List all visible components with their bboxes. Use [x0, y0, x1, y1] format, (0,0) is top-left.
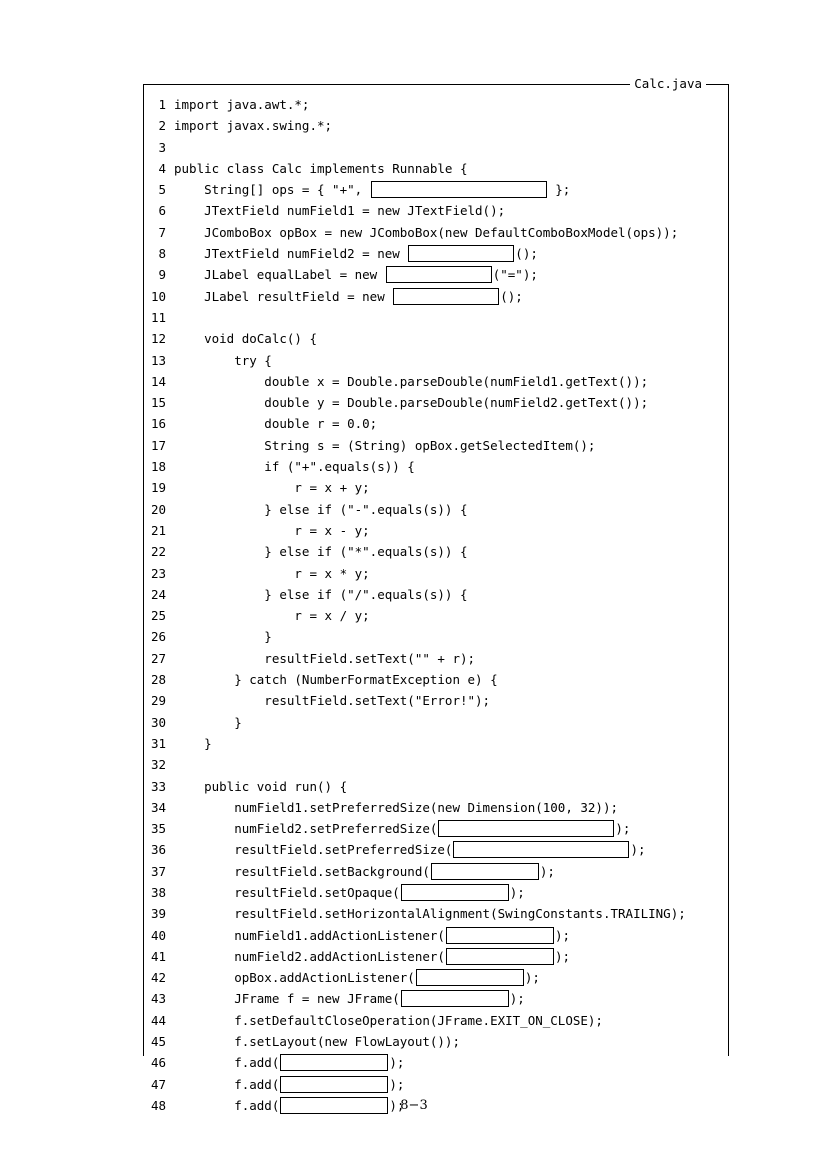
- line-number: 34: [150, 799, 166, 815]
- code-text: [174, 1074, 404, 1095]
- code-line: [146, 541, 726, 562]
- code-segment: }: [174, 735, 212, 751]
- line-number: 3: [158, 139, 166, 155]
- code-segment: JFrame f = new JFrame(: [174, 991, 400, 1007]
- code-text: [174, 1031, 460, 1052]
- code-segment: );: [389, 1055, 405, 1071]
- code-text: [174, 456, 415, 477]
- answer-blank-box[interactable]: [431, 863, 539, 880]
- code-segment: );: [554, 927, 570, 943]
- code-text: [174, 158, 468, 179]
- line-number: 5: [158, 182, 166, 198]
- code-text: [174, 712, 242, 733]
- code-text: [174, 541, 468, 562]
- answer-blank-box[interactable]: [446, 948, 554, 965]
- line-number: 13: [150, 352, 166, 368]
- code-line: [146, 946, 726, 967]
- code-segment: resultField.setBackground(: [174, 863, 430, 879]
- code-text: [174, 818, 630, 839]
- code-text: [174, 925, 570, 946]
- code-segment: double x = Double.parseDouble(numField1.getText());: [174, 373, 649, 389]
- code-text: [174, 605, 370, 626]
- code-segment: public class Calc implements Runnable {: [174, 160, 468, 176]
- code-text: [174, 435, 595, 456]
- line-number: 40: [150, 927, 166, 943]
- answer-blank-box[interactable]: [416, 969, 524, 986]
- code-segment: r = x * y;: [174, 565, 370, 581]
- code-line: [146, 520, 726, 541]
- line-number: 28: [150, 672, 166, 688]
- line-number: 46: [150, 1055, 166, 1071]
- code-line: [146, 754, 726, 775]
- code-segment: } catch (NumberFormatException e) {: [174, 672, 498, 688]
- code-line: [146, 286, 726, 307]
- code-segment: resultField.setPreferredSize(: [174, 842, 453, 858]
- code-line: [146, 925, 726, 946]
- code-text: [174, 1010, 603, 1031]
- code-segment: String s = (String) opBox.getSelectedItem();: [174, 437, 596, 453]
- code-line: [146, 264, 726, 285]
- code-segment: );: [539, 863, 555, 879]
- line-number: 32: [150, 757, 166, 773]
- code-segment: import java.awt.*;: [174, 97, 310, 112]
- code-line: [146, 435, 726, 456]
- code-segment: numField1.setPreferredSize(new Dimension(100, 32));: [174, 799, 619, 815]
- code-segment: } else if ("/".equals(s)) {: [174, 586, 468, 602]
- code-line: [146, 882, 726, 903]
- code-segment: r = x / y;: [174, 608, 370, 624]
- code-segment: };: [547, 182, 571, 198]
- code-text: [174, 200, 505, 221]
- code-line: [146, 456, 726, 477]
- code-text: [174, 115, 332, 136]
- code-segment: f.setDefaultCloseOperation(JFrame.EXIT_ON_CLOSE);: [174, 1012, 603, 1028]
- code-text: [174, 222, 678, 243]
- code-text: [174, 988, 525, 1009]
- code-line: [146, 413, 726, 434]
- line-number: 8: [158, 246, 166, 262]
- line-number: 22: [150, 544, 166, 560]
- code-text: [174, 477, 370, 498]
- code-line: [146, 584, 726, 605]
- code-segment: resultField.setText("Error!");: [174, 693, 491, 709]
- code-text: [174, 776, 347, 797]
- code-text: [174, 413, 377, 434]
- line-number: 18: [150, 459, 166, 475]
- code-line: [146, 158, 726, 179]
- code-line: [146, 903, 726, 924]
- line-number: 14: [150, 373, 166, 389]
- code-segment: numField1.addActionListener(: [174, 927, 445, 943]
- code-segment: r = x + y;: [174, 480, 370, 496]
- answer-blank-box[interactable]: [453, 841, 629, 858]
- code-line: [146, 179, 726, 200]
- code-segment: resultField.setHorizontalAlignment(SwingConstants.TRAILING);: [174, 906, 686, 922]
- code-text: [174, 669, 498, 690]
- code-text: [174, 179, 570, 200]
- answer-blank-box[interactable]: [280, 1054, 388, 1071]
- page-number: 8−3: [400, 1098, 428, 1113]
- code-line: [146, 499, 726, 520]
- code-segment: );: [509, 991, 525, 1007]
- code-text: [174, 392, 648, 413]
- code-line: [146, 477, 726, 498]
- line-number: 21: [150, 522, 166, 538]
- answer-blank-box[interactable]: [438, 820, 614, 837]
- code-segment: } else if ("*".equals(s)) {: [174, 544, 468, 560]
- code-line: [146, 350, 726, 371]
- code-text: [174, 733, 212, 754]
- line-number: 26: [150, 629, 166, 645]
- code-text: [174, 286, 523, 307]
- code-text: [174, 563, 370, 584]
- line-number: 41: [150, 948, 166, 964]
- code-segment: );: [630, 842, 646, 858]
- code-line: [146, 222, 726, 243]
- answer-blank-box[interactable]: [401, 884, 509, 901]
- code-segment: JLabel resultField = new: [174, 288, 393, 304]
- line-number: 4: [158, 160, 166, 176]
- code-segment: f.setLayout(new FlowLayout());: [174, 1034, 460, 1050]
- code-text: [174, 903, 686, 924]
- answer-blank-box[interactable]: [401, 990, 509, 1007]
- line-number: 20: [150, 501, 166, 517]
- code-line: [146, 1010, 726, 1031]
- code-line: [146, 371, 726, 392]
- code-text: [174, 520, 370, 541]
- line-number: 33: [150, 778, 166, 794]
- code-text: [174, 584, 468, 605]
- code-line: [146, 1074, 726, 1095]
- code-line: [146, 243, 726, 264]
- code-line: [146, 137, 726, 158]
- code-segment: f.add(: [174, 1055, 280, 1071]
- code-text: [174, 946, 570, 967]
- code-text: [174, 350, 272, 371]
- code-text: [174, 882, 525, 903]
- line-number: 44: [150, 1012, 166, 1028]
- code-line: [146, 776, 726, 797]
- line-number: 39: [150, 906, 166, 922]
- code-segment: JTextField numField2 = new: [174, 246, 408, 262]
- code-segment: public void run() {: [174, 778, 348, 794]
- line-number: 31: [150, 735, 166, 751]
- code-segment: opBox.addActionListener(: [174, 970, 415, 986]
- code-text: [174, 1052, 404, 1073]
- code-segment: import javax.swing.*;: [174, 118, 333, 134]
- code-line: [146, 1052, 726, 1073]
- line-number: 6: [158, 203, 166, 219]
- code-line: [146, 200, 726, 221]
- code-line: [146, 712, 726, 733]
- code-text: [174, 839, 646, 860]
- code-line: [146, 733, 726, 754]
- code-line: [146, 669, 726, 690]
- code-segment: double y = Double.parseDouble(numField2.getText());: [174, 395, 649, 411]
- code-segment: );: [615, 821, 631, 837]
- line-number: 42: [150, 970, 166, 986]
- code-text: [174, 967, 540, 988]
- line-number: 12: [150, 331, 166, 347]
- code-line: [146, 988, 726, 1009]
- line-number: 19: [150, 480, 166, 496]
- code-listing: [146, 94, 726, 1116]
- line-number: 25: [150, 608, 166, 624]
- code-segment: resultField.setOpaque(: [174, 884, 400, 900]
- code-line: [146, 392, 726, 413]
- code-line: [146, 605, 726, 626]
- code-segment: ();: [500, 288, 523, 304]
- line-number: 35: [150, 821, 166, 837]
- code-segment: double r = 0.0;: [174, 416, 378, 432]
- code-line: [146, 648, 726, 669]
- answer-blank-box[interactable]: [386, 266, 492, 283]
- code-line: [146, 328, 726, 349]
- line-number: 1: [158, 97, 166, 112]
- code-segment: );: [554, 948, 570, 964]
- code-line: [146, 1031, 726, 1052]
- line-number: 9: [158, 267, 166, 283]
- line-number: 48: [150, 1097, 166, 1113]
- code-line: [146, 563, 726, 584]
- code-segment: ();: [515, 246, 538, 262]
- line-number: 27: [150, 650, 166, 666]
- answer-blank-box[interactable]: [371, 181, 547, 198]
- code-line: [146, 307, 726, 328]
- code-segment: f.add(: [174, 1097, 280, 1113]
- code-segment: void doCalc() {: [174, 331, 317, 347]
- line-number: 23: [150, 565, 166, 581]
- code-line: [146, 839, 726, 860]
- line-number: 30: [150, 714, 166, 730]
- line-number: 10: [150, 288, 166, 304]
- line-number: 16: [150, 416, 166, 432]
- code-line: [146, 967, 726, 988]
- line-number: 37: [150, 863, 166, 879]
- answer-blank-box[interactable]: [446, 927, 554, 944]
- line-number: 29: [150, 693, 166, 709]
- code-segment: try {: [174, 352, 272, 368]
- line-number: 7: [158, 224, 166, 240]
- code-segment: resultField.setText("" + r);: [174, 650, 476, 666]
- code-text: [174, 861, 555, 882]
- code-line: [146, 861, 726, 882]
- code-segment: }: [174, 629, 272, 645]
- code-line: [146, 115, 726, 136]
- code-segment: f.add(: [174, 1076, 280, 1092]
- line-number: 17: [150, 437, 166, 453]
- answer-blank-box[interactable]: [280, 1076, 388, 1093]
- code-segment: numField2.addActionListener(: [174, 948, 445, 964]
- line-number: 2: [158, 118, 166, 134]
- line-number: 47: [150, 1076, 166, 1092]
- code-segment: );: [509, 884, 525, 900]
- code-segment: );: [389, 1097, 405, 1113]
- file-title: Calc.java: [630, 76, 706, 92]
- code-segment: );: [389, 1076, 405, 1092]
- code-text: [174, 371, 648, 392]
- line-number: 24: [150, 586, 166, 602]
- code-text: [174, 648, 475, 669]
- answer-blank-box[interactable]: [408, 245, 514, 262]
- code-text: [174, 797, 618, 818]
- code-line: [146, 818, 726, 839]
- code-text: [174, 264, 538, 285]
- line-number: 38: [150, 884, 166, 900]
- code-text: [174, 328, 317, 349]
- frame-left-border: [143, 84, 144, 1056]
- code-segment: ("=");: [492, 267, 538, 283]
- code-segment: JLabel equalLabel = new: [174, 267, 385, 283]
- code-line: [146, 626, 726, 647]
- code-line: [146, 690, 726, 711]
- code-segment: String[] ops = { "+",: [174, 182, 370, 198]
- code-segment: r = x - y;: [174, 522, 370, 538]
- answer-blank-box[interactable]: [393, 288, 499, 305]
- line-number: 36: [150, 842, 166, 858]
- code-line: [146, 797, 726, 818]
- code-text: [174, 626, 272, 647]
- line-number: 43: [150, 991, 166, 1007]
- code-line: [146, 94, 726, 115]
- code-segment: } else if ("-".equals(s)) {: [174, 501, 468, 517]
- frame-right-border: [728, 84, 729, 1056]
- line-number: 45: [150, 1034, 166, 1050]
- code-segment: }: [174, 714, 242, 730]
- code-segment: JComboBox opBox = new JComboBox(new DefaultComboBoxModel(ops));: [174, 224, 679, 240]
- line-number: 15: [150, 395, 166, 411]
- code-text: [174, 94, 309, 115]
- code-text: [174, 499, 468, 520]
- line-number: 11: [150, 309, 166, 325]
- code-segment: numField2.setPreferredSize(: [174, 821, 438, 837]
- code-segment: if ("+".equals(s)) {: [174, 459, 415, 475]
- code-text: [174, 690, 490, 711]
- code-text: [174, 243, 538, 264]
- code-segment: JTextField numField1 = new JTextField();: [174, 203, 506, 219]
- code-segment: );: [524, 970, 540, 986]
